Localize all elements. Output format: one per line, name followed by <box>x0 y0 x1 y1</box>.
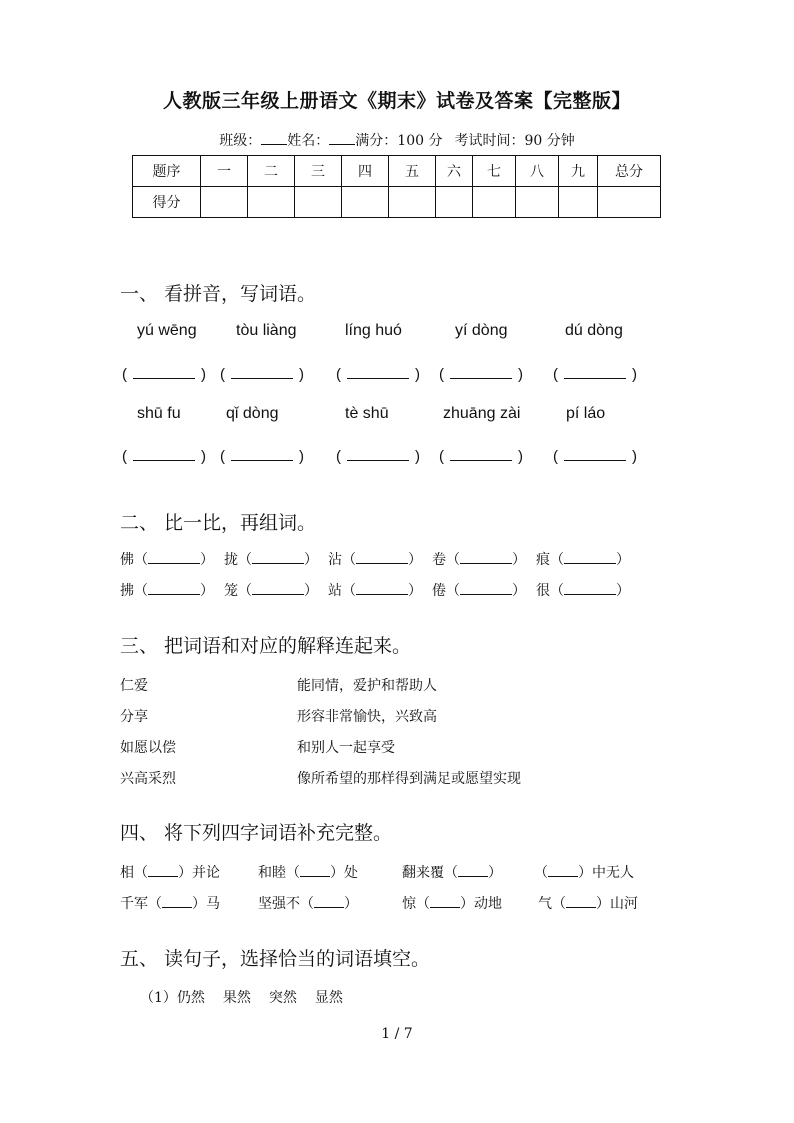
score-cell[interactable] <box>516 187 559 218</box>
word-option[interactable]: 显然 <box>314 990 343 1006</box>
score-header-cell: 题序 <box>133 156 201 187</box>
compare-item[interactable]: 卷（ ） <box>432 552 526 568</box>
idiom-item[interactable]: 坚强不（ ） <box>258 896 358 912</box>
match-word[interactable]: 如愿以偿 <box>120 740 176 756</box>
idiom-item[interactable]: 气（ ）山河 <box>538 896 638 912</box>
compare-item[interactable]: 痕（ ） <box>536 552 630 568</box>
full-score: 满分：100 分 <box>355 133 443 149</box>
compare-item[interactable]: 倦（ ） <box>432 583 526 599</box>
score-cell[interactable] <box>436 187 473 218</box>
pinyin: líng huó <box>345 322 402 339</box>
compare-item[interactable]: 笼（ ） <box>224 583 318 599</box>
exam-time: 考试时间：90 分钟 <box>454 133 575 149</box>
score-cell[interactable] <box>248 187 295 218</box>
idiom-item[interactable]: 相（ ）并论 <box>120 865 220 881</box>
score-header-cell: 四 <box>342 156 389 187</box>
page-title: 人教版三年级上册语文《期末》试卷及答案【完整版】 <box>162 90 631 112</box>
compare-item[interactable]: 拂（ ） <box>120 583 214 599</box>
match-word[interactable]: 分享 <box>120 709 148 725</box>
section-5-heading: 五、 读句子，选择恰当的词语填空。 <box>120 948 431 970</box>
compare-item[interactable]: 站（ ） <box>328 583 422 599</box>
class-blank[interactable] <box>261 132 287 145</box>
answer-blank[interactable]: ( ) <box>336 366 420 383</box>
answer-blank[interactable]: ( ) <box>336 448 420 465</box>
pinyin: zhuāng zài <box>443 405 521 422</box>
score-cell[interactable] <box>201 187 248 218</box>
answer-blank[interactable]: ( ) <box>439 448 523 465</box>
score-row-label: 得分 <box>133 187 201 218</box>
match-meaning[interactable]: 像所希望的那样得到满足或愿望实现 <box>297 771 521 787</box>
question-label: （1） <box>140 990 177 1006</box>
section-1-heading: 一、 看拼音，写词语。 <box>120 283 317 305</box>
score-cell[interactable] <box>559 187 598 218</box>
question-1-options <box>140 987 343 1007</box>
match-word[interactable]: 兴高采烈 <box>120 771 176 787</box>
word-option[interactable]: 果然 <box>222 990 251 1006</box>
score-header-cell: 五 <box>389 156 436 187</box>
score-header-cell: 一 <box>201 156 248 187</box>
exam-info <box>0 130 794 150</box>
answer-blank[interactable]: ( ) <box>439 366 523 383</box>
match-word[interactable]: 仁爱 <box>120 678 148 694</box>
section-3-heading: 三、 把词语和对应的解释连起来。 <box>120 635 412 657</box>
match-meaning[interactable]: 和别人一起享受 <box>297 740 395 756</box>
idiom-item[interactable]: 千军（ ）马 <box>120 896 220 912</box>
pinyin: dú dòng <box>565 322 623 339</box>
section-2-heading: 二、 比一比，再组词。 <box>120 512 317 534</box>
name-label: 姓名： <box>287 133 330 149</box>
pinyin: tè shū <box>345 405 389 422</box>
pinyin: tòu liàng <box>236 322 297 339</box>
score-header-cell: 七 <box>473 156 516 187</box>
score-header-cell: 九 <box>559 156 598 187</box>
compare-item[interactable]: 佛（ ） <box>120 552 214 568</box>
idiom-item[interactable]: 翻来覆（ ） <box>402 865 502 881</box>
compare-item[interactable]: 沾（ ） <box>328 552 422 568</box>
score-table-header-row <box>133 156 661 187</box>
score-header-cell: 二 <box>248 156 295 187</box>
page-number: 1 / 7 <box>381 1026 413 1042</box>
compare-row-1 <box>120 549 630 569</box>
class-label: 班级： <box>219 133 262 149</box>
idiom-item[interactable]: 惊（ ）动地 <box>402 896 502 912</box>
answer-blank[interactable]: ( ) <box>553 448 637 465</box>
score-table <box>132 155 661 218</box>
idiom-item[interactable]: （ ）中无人 <box>534 865 634 881</box>
score-cell[interactable] <box>598 187 661 218</box>
idiom-item[interactable]: 和睦（ ）处 <box>258 865 358 881</box>
match-meaning[interactable]: 能同情，爱护和帮助人 <box>297 678 437 694</box>
pinyin: shū fu <box>137 405 181 422</box>
score-header-cell: 八 <box>516 156 559 187</box>
pinyin: pí láo <box>566 405 606 422</box>
word-option[interactable]: 突然 <box>268 990 297 1006</box>
score-cell[interactable] <box>389 187 436 218</box>
answer-blank[interactable]: ( ) <box>553 366 637 383</box>
compare-row-2 <box>120 580 630 600</box>
pinyin: qǐ dòng <box>226 405 279 422</box>
score-header-cell: 三 <box>295 156 342 187</box>
score-cell[interactable] <box>295 187 342 218</box>
score-cell[interactable] <box>342 187 389 218</box>
name-blank[interactable] <box>329 132 355 145</box>
match-meaning[interactable]: 形容非常愉快，兴致高 <box>297 709 437 725</box>
answer-blank[interactable]: ( ) <box>122 366 206 383</box>
answer-blank[interactable]: ( ) <box>220 448 304 465</box>
word-option[interactable]: 仍然 <box>176 990 205 1006</box>
pinyin: yú wēng <box>137 322 197 339</box>
compare-item[interactable]: 拢（ ） <box>224 552 318 568</box>
score-table-score-row <box>133 187 661 218</box>
answer-blank[interactable]: ( ) <box>122 448 206 465</box>
pinyin: yí dòng <box>455 322 508 339</box>
score-header-cell: 六 <box>436 156 473 187</box>
section-4-heading: 四、 将下列四字词语补充完整。 <box>120 822 393 844</box>
answer-blank[interactable]: ( ) <box>220 366 304 383</box>
score-header-cell: 总分 <box>598 156 661 187</box>
compare-item[interactable]: 很（ ） <box>536 583 630 599</box>
score-cell[interactable] <box>473 187 516 218</box>
